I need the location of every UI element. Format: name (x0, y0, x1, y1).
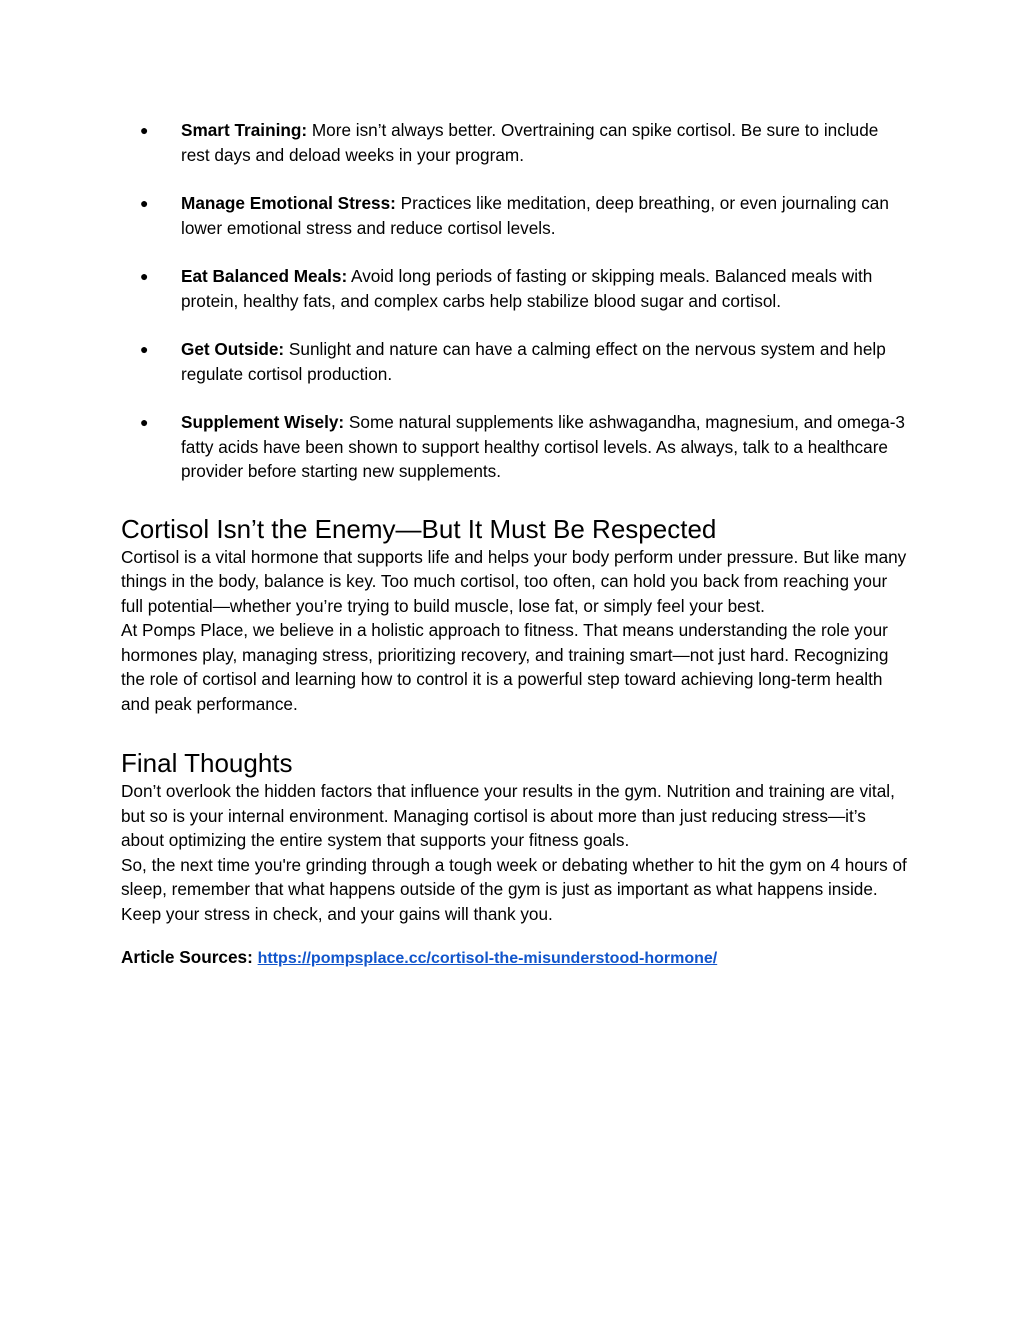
article-sources (121, 945, 911, 972)
bullet-term: Smart Training: (181, 120, 308, 140)
bullet-term: Eat Balanced Meals: (181, 266, 348, 286)
paragraph-final-2: So, the next time you're grinding through a tough week or debating whether to hit the gym on 4 hours of sleep, remember that what happens outside of the gym is just as important as what happens inside. Keep your stress in check, and your gains will thank you. (121, 854, 907, 924)
bullet-dot-icon: ● (140, 195, 149, 211)
sources-label: Article Sources: (121, 947, 253, 967)
bullet-dot-icon: ● (140, 268, 149, 284)
paragraph-cortisol-1: Cortisol is a vital hormone that supports life and helps your body perform under pressure. But like many things in the body, balance is key. Too much cortisol, too often, can hold you back from reaching your full potential—whether you’re trying to build muscle, lose fat, or simply feel your best. (121, 546, 907, 616)
bullet-text: Avoid long periods of fasting or skipping meals. Balanced meals with protein, healthy fats, and complex carbs help stabilize blood sugar and cortisol. (181, 266, 873, 311)
sources-link[interactable]: https://pompsplace.cc/cortisol-the-misunderstood-hormone/ (257, 950, 718, 967)
bullet-text: Sunlight and nature can have a calming effect on the nervous system and help regulate cortisol production. (181, 339, 886, 384)
bullet-item-supplement-wisely (121, 410, 911, 484)
bullet-dot-icon: ● (140, 414, 149, 430)
document-content (121, 118, 911, 972)
bullet-dot-icon: ● (140, 122, 149, 138)
bullet-term: Get Outside: (181, 339, 285, 359)
paragraph-final-1: Don’t overlook the hidden factors that influence your results in the gym. Nutrition and training are vital, but so is your internal environment. Managing cortisol is about more than just reducing stress—it’s about optimizing the entire system that supports your fitness goals. (121, 781, 895, 850)
paragraph-cortisol-2: At Pomps Place, we believe in a holistic approach to fitness. That means understanding the role your hormones play, managing stress, prioritizing recovery, and training smart—not just hard. Recognizing the role of cortisol and learning how to control it is a powerful step toward achieving long-term health and peak performance. (121, 620, 889, 714)
bullet-term: Supplement Wisely: (181, 412, 345, 432)
bullet-term: Manage Emotional Stress: (181, 193, 396, 213)
bullet-item-smart-training (121, 118, 911, 167)
section-heading-final-thoughts: Final Thoughts (121, 748, 293, 778)
bullet-dot-icon: ● (140, 341, 149, 357)
bullet-item-manage-emotional-stress (121, 191, 911, 240)
section-heading-cortisol: Cortisol Isn’t the Enemy—But It Must Be Respected (121, 513, 717, 544)
bullet-text: Practices like meditation, deep breathing, or even journaling can lower emotional stress and reduce cortisol levels. (181, 193, 889, 238)
bullet-text: Some natural supplements like ashwagandha, magnesium, and omega-3 fatty acids have been shown to support healthy cortisol levels. As always, talk to a healthcare provider before starting new supplements. (181, 412, 905, 481)
bullet-item-eat-balanced-meals (121, 264, 911, 313)
bullet-text: More isn’t always better. Overtraining can spike cortisol. Be sure to include rest days and deload weeks in your program. (181, 120, 879, 165)
tips-bullet-list (121, 118, 911, 484)
bullet-item-get-outside (121, 337, 911, 386)
